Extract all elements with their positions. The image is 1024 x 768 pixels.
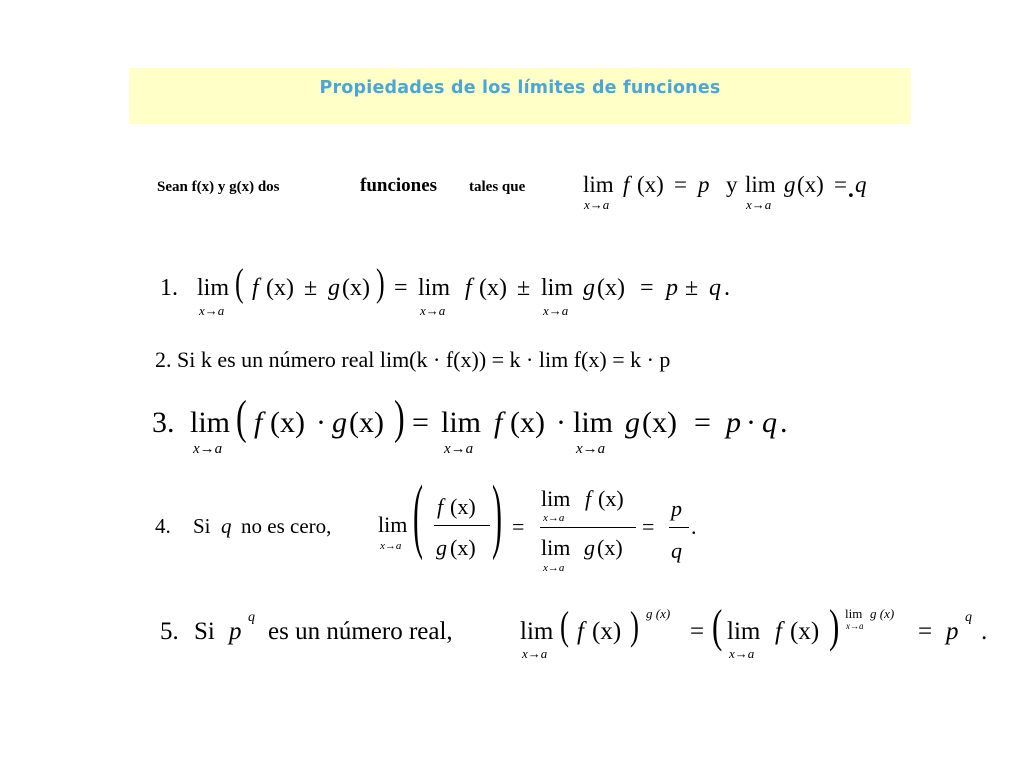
- prop1-lim-3-sub: x→a: [543, 303, 569, 318]
- prop3-open-paren: (: [236, 389, 247, 444]
- prop4-lim-1-sub: x→a: [380, 540, 402, 552]
- prop3-g-arg: (x): [349, 406, 384, 439]
- prop5-lim-2-sub: x→a: [729, 646, 755, 661]
- prop4-den-lim: lim: [541, 535, 571, 560]
- prop4-eq-1: =: [512, 514, 525, 539]
- prop3-dot: ·: [316, 406, 326, 439]
- prop3-close-paren: ): [394, 389, 405, 444]
- prop5-exp-lim-gx: g (x): [870, 606, 895, 621]
- prop4-result-fraction-bar: [669, 527, 689, 528]
- prop4-close-paren: ): [492, 469, 502, 563]
- intro-f: f: [623, 172, 630, 197]
- prop5-exp-lim-sub: x→a: [846, 621, 864, 631]
- prop3-lim-3-sub: x→a: [576, 441, 606, 457]
- intro-text-c: tales que: [469, 179, 526, 195]
- prop3-eq-1: =: [412, 406, 429, 439]
- intro-text-b: funciones: [360, 175, 438, 196]
- prop4-den-lim-sub: x→a: [543, 562, 565, 574]
- prop4-si: Si: [193, 514, 211, 538]
- prop4-num-lim-sub: x→a: [543, 512, 565, 524]
- prop4-main-fraction-bar: [540, 527, 636, 528]
- prop3-end: .: [780, 406, 788, 439]
- prop5-lim-1-sub: x→a: [522, 646, 548, 661]
- prop1-pm-2: ±: [517, 275, 531, 301]
- prop3-number: 3.: [152, 406, 175, 439]
- intro-dot: .: [848, 177, 854, 202]
- prop1-end: .: [724, 275, 730, 301]
- prop4-rest: no es cero,: [241, 514, 332, 538]
- prop4-num-f2: f: [585, 486, 592, 511]
- prop3-result-q: q: [762, 406, 777, 439]
- prop4-number: 4.: [155, 514, 171, 538]
- prop3-result-dot: ·: [746, 406, 756, 439]
- prop3-eq-2: =: [694, 406, 711, 439]
- property-2: 2. Si k es un número real lim(k · f(x)) = k · lim f(x) = k · p: [155, 347, 671, 372]
- prop4-inner-fraction-bar: [434, 525, 490, 526]
- prop5-si: Si: [194, 618, 215, 645]
- intro-q: q: [855, 172, 867, 197]
- prop5-lim-2: lim: [727, 618, 761, 645]
- prop1-pm: ±: [304, 275, 318, 301]
- prop5-open-paren-1: (: [560, 602, 569, 648]
- prop5-rest: es un número real,: [268, 618, 453, 645]
- prop3-lim-2: lim: [441, 406, 482, 439]
- prop3-g2: g: [625, 406, 640, 439]
- prop1-number: 1.: [160, 275, 178, 301]
- prop1-result-q: q: [709, 275, 721, 301]
- prop3-lim-3: lim: [573, 406, 614, 439]
- prop1-g: g: [328, 275, 340, 301]
- prop5-exp-lim: lim: [845, 606, 863, 621]
- prop1-result-p: p: [666, 275, 678, 301]
- prop4-lim-1: lim: [378, 512, 408, 537]
- prop1-result-pm: ±: [685, 275, 699, 301]
- prop4-den-g: g: [436, 535, 447, 560]
- intro-text-a: Sean f(x) y g(x) dos: [157, 179, 280, 195]
- prop5-number: 5.: [160, 618, 179, 645]
- prop1-lim-1: lim: [197, 275, 230, 301]
- prop5-p-exp-q: q: [248, 610, 255, 625]
- prop4-num-f2-arg: (x): [598, 486, 624, 511]
- intro-g-arg: (x): [797, 172, 824, 197]
- prop4-den-g-arg: (x): [450, 535, 476, 560]
- prop5-f-arg: (x): [592, 618, 622, 645]
- prop1-f2: f: [465, 275, 472, 301]
- prop3-g2-arg: (x): [642, 406, 677, 439]
- prop1-lim-2: lim: [418, 275, 451, 301]
- prop3-g: g: [332, 406, 347, 439]
- intro-lim-2-sub: x→a: [746, 197, 772, 212]
- prop5-lim-1: lim: [520, 618, 554, 645]
- prop5-open-paren-2: (: [712, 599, 723, 653]
- prop4-eq-2: =: [642, 514, 655, 539]
- prop1-eq-2: =: [640, 275, 654, 301]
- prop1-eq-1: =: [394, 275, 408, 301]
- intro-g: g: [784, 172, 796, 197]
- prop1-close-paren: ): [376, 261, 385, 305]
- intro-eq-2: =: [834, 172, 847, 197]
- intro-lim-2: lim: [745, 172, 776, 197]
- prop4-end: .: [691, 514, 697, 539]
- intro-lim-1: lim: [583, 172, 614, 197]
- prop4-den-g2: g: [584, 535, 595, 560]
- prop4-q: q: [221, 514, 232, 538]
- prop3-lim-1: lim: [190, 406, 231, 439]
- prop5-f2: f: [775, 618, 782, 645]
- prop3-f2: f: [494, 406, 503, 439]
- prop5-f: f: [577, 618, 584, 645]
- prop5-p: p: [229, 618, 242, 645]
- prop1-f: f: [252, 275, 259, 301]
- prop3-dot-2: ·: [556, 406, 566, 439]
- prop1-lim-1-sub: x→a: [199, 303, 225, 318]
- prop4-open-paren: (: [413, 469, 423, 563]
- prop5-eq-2: =: [918, 618, 933, 645]
- prop3-f2-arg: (x): [510, 406, 545, 439]
- prop3-result-p: p: [726, 406, 741, 439]
- intro-y: y: [726, 172, 738, 197]
- prop1-g2: g: [583, 275, 595, 301]
- prop4-den-g2-arg: (x): [597, 535, 623, 560]
- title-banner: [129, 68, 911, 124]
- prop4-num-lim: lim: [541, 486, 571, 511]
- page-title: Propiedades de los límites de funciones: [319, 78, 721, 98]
- prop5-close-paren-2: ): [829, 599, 840, 653]
- prop5-f2-arg: (x): [790, 618, 820, 645]
- prop4-num-f: f: [437, 494, 444, 519]
- prop5-exp-gx: g (x): [646, 606, 671, 621]
- intro-eq-1: =: [674, 172, 687, 197]
- intro-p: p: [698, 172, 710, 197]
- prop3-f-arg: (x): [270, 406, 305, 439]
- prop3-lim-1-sub: x→a: [193, 441, 223, 457]
- prop1-f2-arg: (x): [479, 275, 507, 301]
- prop1-g-arg: (x): [342, 275, 370, 301]
- prop5-close-paren-1: ): [630, 602, 639, 648]
- prop4-num-f-arg: (x): [450, 494, 476, 519]
- intro-f-arg: (x): [637, 172, 664, 197]
- prop3-f: f: [254, 406, 263, 439]
- prop1-f-arg: (x): [266, 275, 294, 301]
- prop1-g2-arg: (x): [597, 275, 625, 301]
- intro-lim-1-sub: x→a: [584, 197, 610, 212]
- prop1-open-paren: (: [235, 261, 244, 305]
- prop5-eq-1: =: [690, 618, 705, 645]
- prop3-lim-2-sub: x→a: [444, 441, 474, 457]
- prop5-result-p: p: [946, 618, 959, 645]
- prop5-result-exp-q: q: [965, 610, 972, 625]
- prop4-result-p: p: [671, 496, 682, 521]
- prop1-lim-2-sub: x→a: [420, 303, 446, 318]
- prop4-result-q: q: [671, 538, 682, 563]
- prop5-end: .: [981, 618, 988, 645]
- prop1-lim-3: lim: [541, 275, 574, 301]
